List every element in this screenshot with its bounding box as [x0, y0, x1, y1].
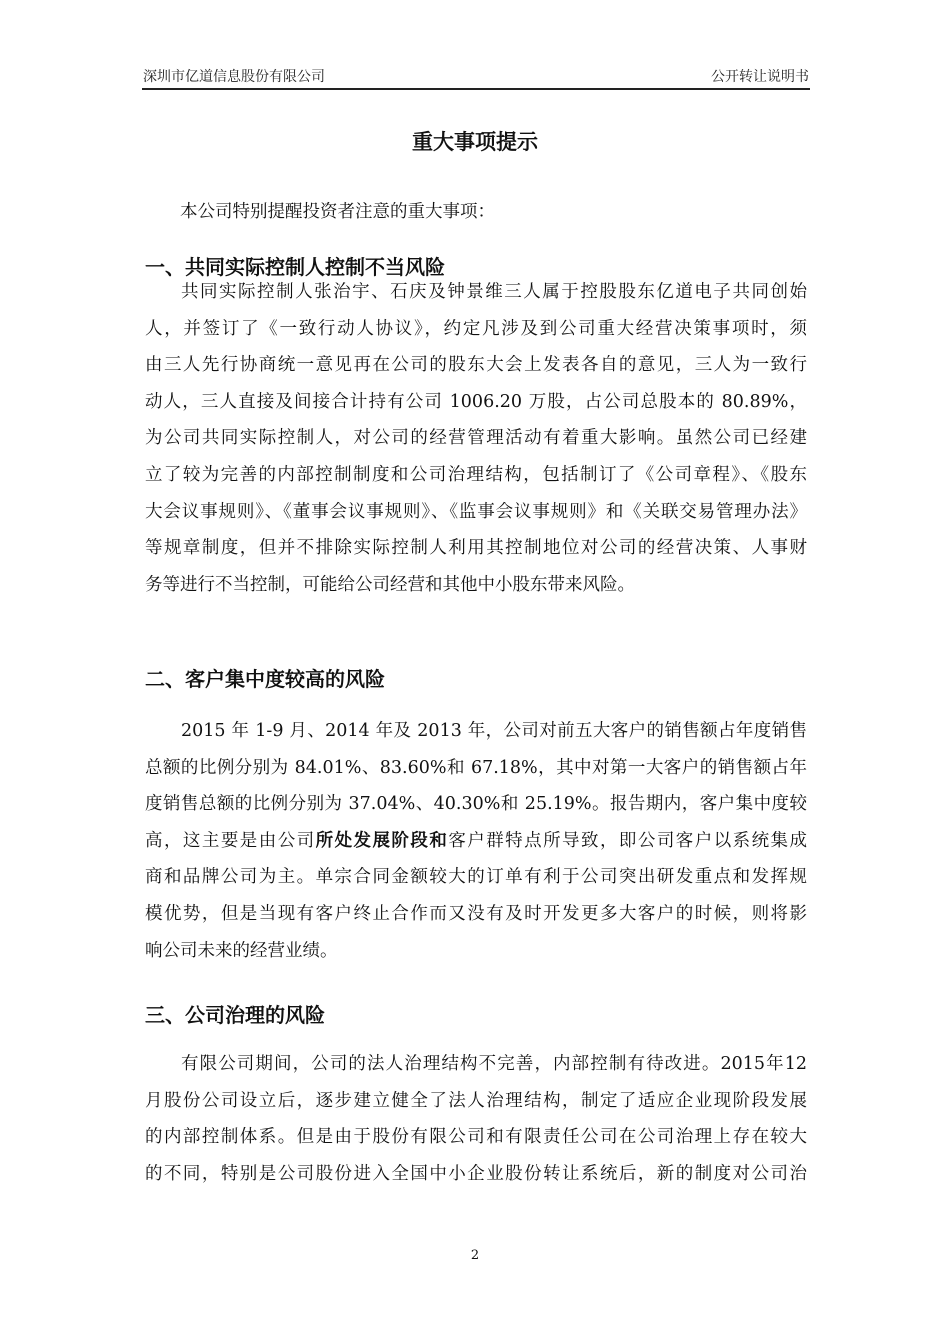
page-title: 重大事项提示 — [412, 129, 538, 154]
section-paragraph-3 — [145, 1046, 807, 1192]
text-run: 大会议事规则》、《董事会议事规则》、《监事会议事规则》和《关联交易管理办法》 — [145, 501, 807, 522]
text-run: 有限公司期间，公司的法人治理结构不完善，内部控制有待改进。2015年12 — [181, 1054, 807, 1074]
text-line — [145, 859, 807, 896]
text-run: 客户群特点所导致，即公司客户以系统集成 — [448, 830, 808, 851]
header-doc-type: 公开转让说明书 — [711, 69, 809, 85]
text-run: 高，这主要是由公司 — [145, 830, 316, 851]
text-line — [145, 457, 807, 494]
text-line — [145, 347, 807, 384]
text-run: 模优势，但是当现有客户终止合作而又没有及时开发更多大客户的时候，则将影 — [145, 903, 807, 924]
section-heading-2: 二、客户集中度较高的风险 — [145, 667, 385, 691]
page-number: 2 — [470, 1248, 480, 1263]
text-line — [145, 274, 807, 311]
text-line — [145, 1046, 807, 1083]
text-run: 为公司共同实际控制人，对公司的经营管理活动有着重大影响。虽然公司已经建 — [145, 428, 807, 449]
text-run: 由三人先行协商统一意见再在公司的股东大会上发表各自的意见，三人为一致行 — [145, 355, 807, 376]
text-line — [145, 1119, 807, 1156]
text-run: 2015 年 1-9 月、2014 年及 2013 年，公司对前五大客户的销售额占年度销售 — [181, 721, 807, 741]
section-heading-3: 三、公司治理的风险 — [145, 1003, 325, 1027]
intro-text: 本公司特别提醒投资者注意的重大事项： — [180, 202, 495, 222]
section-paragraph-1 — [145, 274, 807, 603]
text-line — [145, 823, 807, 860]
text-run: 总额的比例分别为 84.01%、83.60%和 67.18%，其中对第一大客户的销售额占年 — [145, 757, 807, 778]
text-run: 月股份公司设立后，逐步建立健全了法人治理结构，制定了适应企业现阶段发展 — [145, 1090, 807, 1111]
text-line — [145, 1083, 807, 1120]
text-run: 的不同，特别是公司股份进入全国中小企业股份转让系统后，新的制度对公司治 — [145, 1163, 807, 1184]
text-run: 人，并签订了《一致行动人协议》，约定凡涉及到公司重大经营决策事项时，须 — [145, 318, 807, 339]
text-run: 动人，三人直接及间接合计持有公司 1006.20 万股，占公司总股本的 80.89%， — [145, 391, 807, 412]
text-run: 立了较为完善的内部控制制度和公司治理结构，包括制订了《公司章程》、《股东 — [145, 464, 807, 485]
text-line — [145, 567, 807, 604]
text-line — [145, 494, 807, 531]
text-line — [145, 896, 807, 933]
text-run: 响公司未来的经营业绩。 — [145, 940, 338, 961]
text-line — [145, 530, 807, 567]
text-line — [145, 311, 807, 348]
text-line — [145, 384, 807, 421]
text-line — [145, 933, 807, 970]
text-run: 的内部控制体系。但是由于股份有限公司和有限责任公司在公司治理上存在较大 — [145, 1127, 807, 1148]
text-run: 度销售总额的比例分别为 37.04%、40.30%和 25.19%。报告期内，客户集中度较 — [145, 794, 807, 815]
text-line — [145, 1156, 807, 1193]
text-run: 商和品牌公司为主。单宗合同金额较大的订单有利于公司突出研发重点和发挥规 — [145, 867, 807, 888]
text-run: 务等进行不当控制，可能给公司经营和其他中小股东带来风险。 — [145, 574, 635, 595]
section-paragraph-2 — [145, 713, 807, 969]
section-heading-1: 一、共同实际控制人控制不当风险 — [145, 255, 445, 279]
text-line — [145, 420, 807, 457]
text-line — [145, 713, 807, 750]
bold-text: 所处发展阶段和 — [315, 830, 449, 851]
text-line — [145, 786, 807, 823]
header-company: 深圳市亿道信息股份有限公司 — [143, 69, 325, 85]
header-rule — [142, 88, 810, 90]
text-run: 等规章制度，但并不排除实际控制人利用其控制地位对公司的经营决策、人事财 — [145, 538, 807, 559]
text-line — [145, 750, 807, 787]
text-run: 共同实际控制人张治宇、石庆及钟景维三人属于控股股东亿道电子共同创始 — [181, 282, 807, 302]
